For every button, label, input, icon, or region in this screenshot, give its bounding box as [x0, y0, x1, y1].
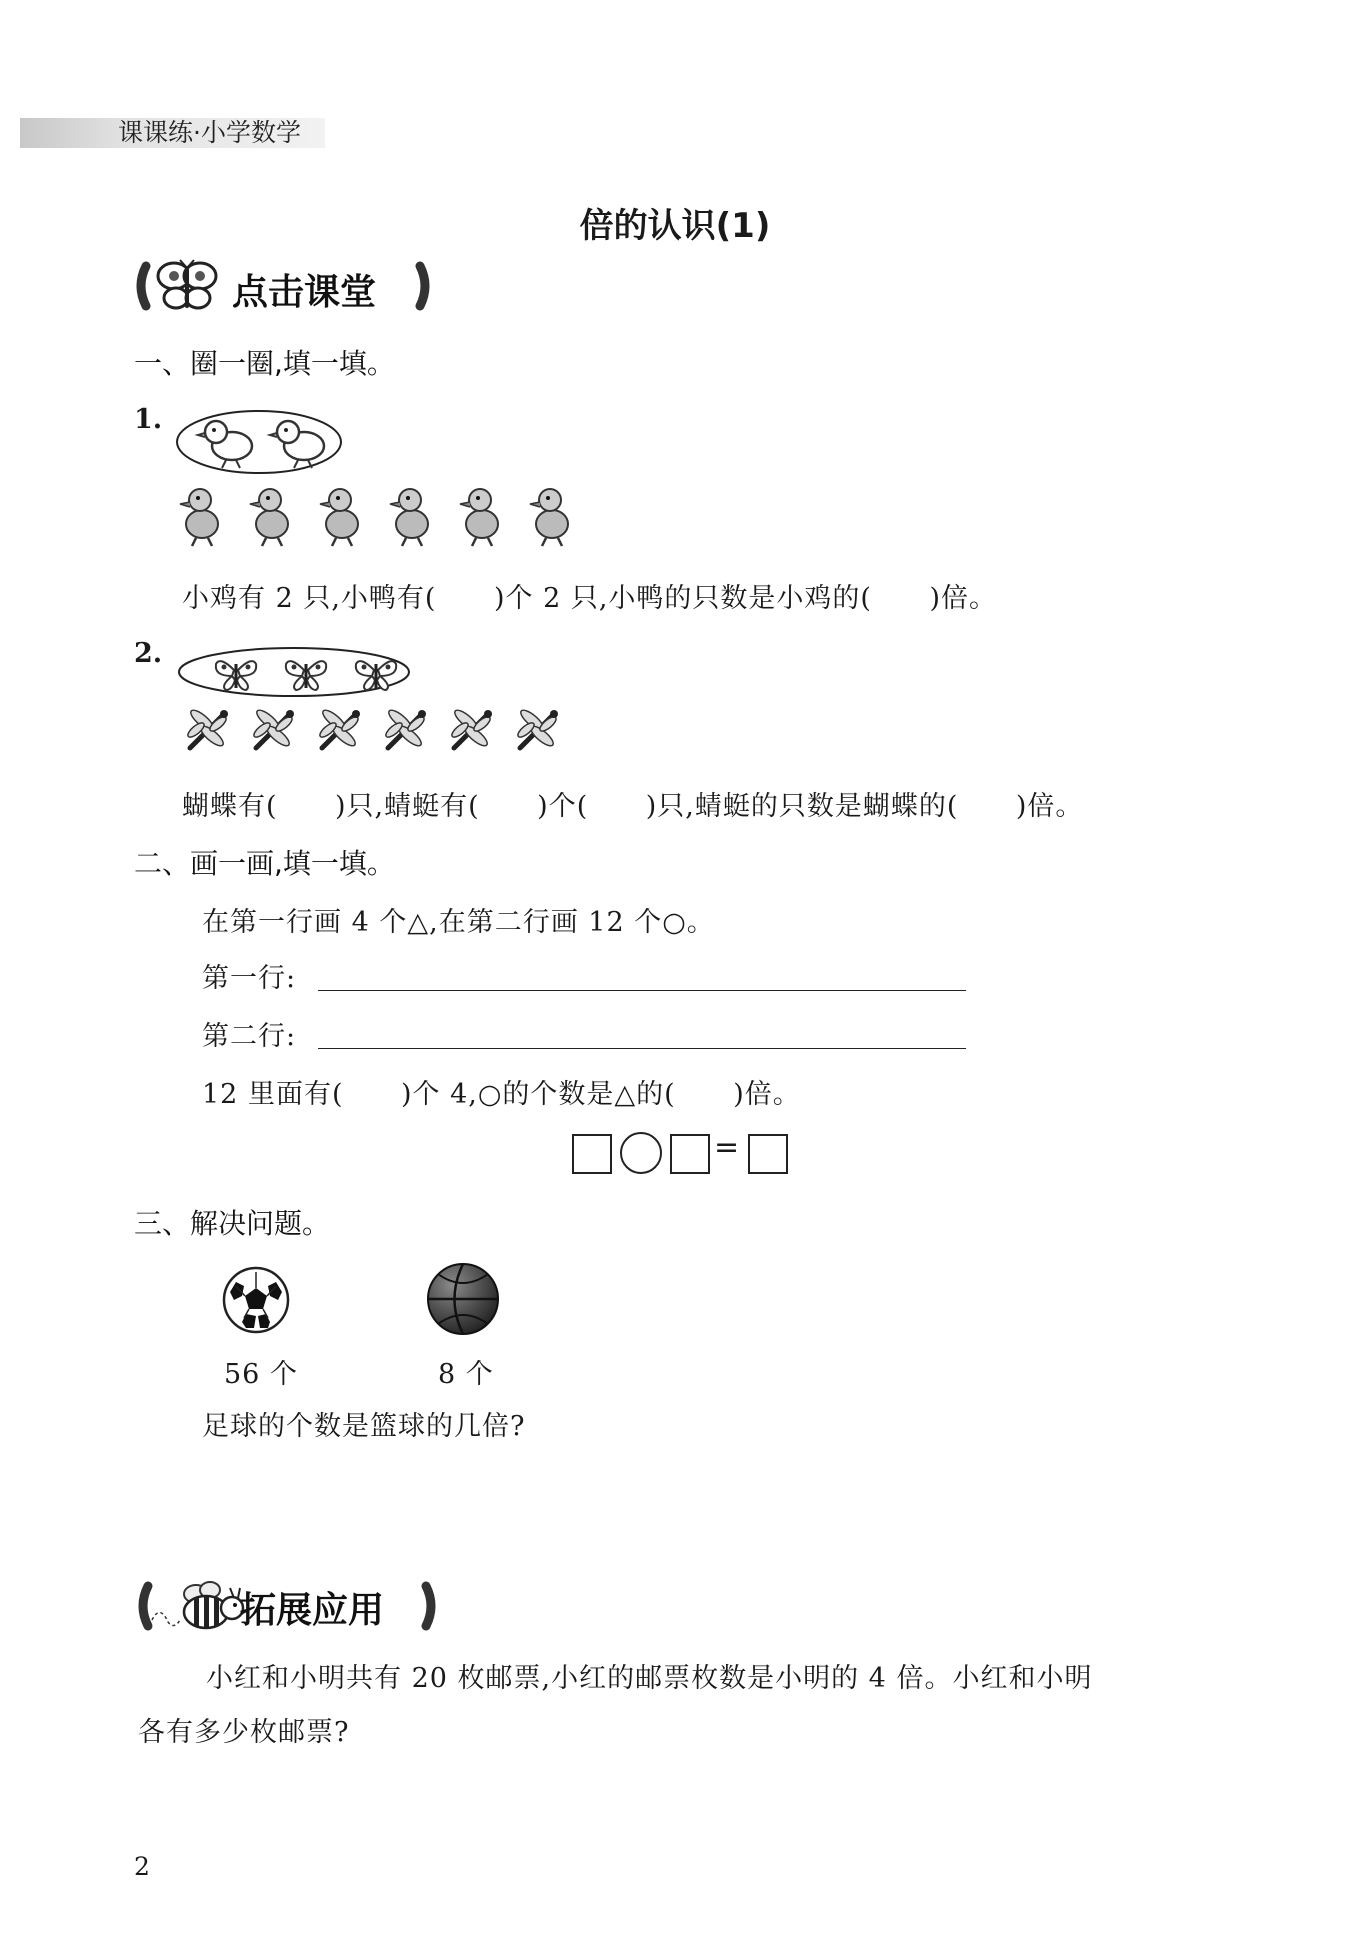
bee-icon [150, 1574, 250, 1634]
extension-line-1: 小红和小明共有 20 枚邮票,小红的邮票枚数是小明的 4 倍。小红和小明 [206, 1663, 1093, 1694]
extension-line-2: 各有多少枚邮票? [138, 1717, 350, 1748]
duck-icon [250, 489, 288, 546]
equals-sign: = [714, 1130, 740, 1165]
butterfly-icon [154, 258, 220, 314]
classroom-badge [132, 258, 432, 314]
section3-heading: 三、解决问题。 [134, 1207, 331, 1240]
butterfly-icon [216, 661, 256, 690]
chick-group [174, 408, 344, 476]
q1-number: 1. [134, 404, 163, 435]
dragonfly-icon [252, 707, 294, 749]
equation-box-2[interactable] [670, 1134, 710, 1174]
dragonfly-icon [186, 707, 228, 749]
duck-row [178, 484, 586, 548]
dragonfly-icon [450, 707, 492, 749]
q1-text: 小鸡有 2 只,小鸭有( )个 2 只,小鸭的只数是小鸡的( )倍。 [182, 583, 997, 614]
basketball-count: 8 个 [438, 1359, 494, 1390]
equation-box-1[interactable] [572, 1134, 612, 1174]
lesson-title: 倍的认识(1) [579, 206, 771, 246]
dragonfly-icon [318, 707, 360, 749]
butterfly-group [176, 644, 416, 700]
duck-icon [320, 489, 358, 546]
extension-badge [132, 1574, 438, 1634]
equation-result-box[interactable] [748, 1134, 788, 1174]
section3-question: 足球的个数是篮球的几倍? [202, 1411, 526, 1442]
row2-answer-line[interactable] [318, 1048, 966, 1049]
q2-text: 蝴蝶有( )只,蜻蜓有( )个( )只,蜻蜓的只数是蝴蝶的( )倍。 [182, 791, 1084, 822]
soccer-count: 56 个 [224, 1359, 298, 1390]
dragonfly-icon [384, 707, 426, 749]
q2-number: 2. [134, 638, 163, 669]
duck-icon [530, 489, 568, 546]
butterfly-icon [286, 661, 326, 690]
book-title: 课课练·小学数学 [118, 118, 301, 147]
row1-label: 第一行: [202, 963, 297, 994]
chick-icon [198, 421, 252, 468]
basketball-icon [426, 1262, 500, 1336]
section1-heading: 一、圈一圈,填一填。 [134, 347, 395, 380]
duck-icon [390, 489, 428, 546]
soccer-ball-icon [222, 1266, 290, 1334]
page-number: 2 [134, 1852, 150, 1881]
equation-operator-circle[interactable] [620, 1132, 662, 1174]
dragonfly-row [184, 706, 574, 756]
classroom-badge-label: 点击课堂 [232, 272, 377, 313]
extension-badge-label: 拓展应用 [240, 1590, 385, 1631]
row1-answer-line[interactable] [318, 990, 966, 991]
chick-icon [270, 421, 324, 468]
row2-label: 第二行: [202, 1021, 297, 1052]
equation [572, 1132, 794, 1176]
section2-question: 12 里面有( )个 4,○的个数是△的( )倍。 [202, 1079, 801, 1110]
dragonfly-icon [516, 707, 558, 749]
duck-icon [180, 489, 218, 546]
section2-heading: 二、画一画,填一填。 [134, 847, 395, 880]
duck-icon [460, 489, 498, 546]
draw-instruction: 在第一行画 4 个△,在第二行画 12 个○。 [202, 907, 715, 938]
